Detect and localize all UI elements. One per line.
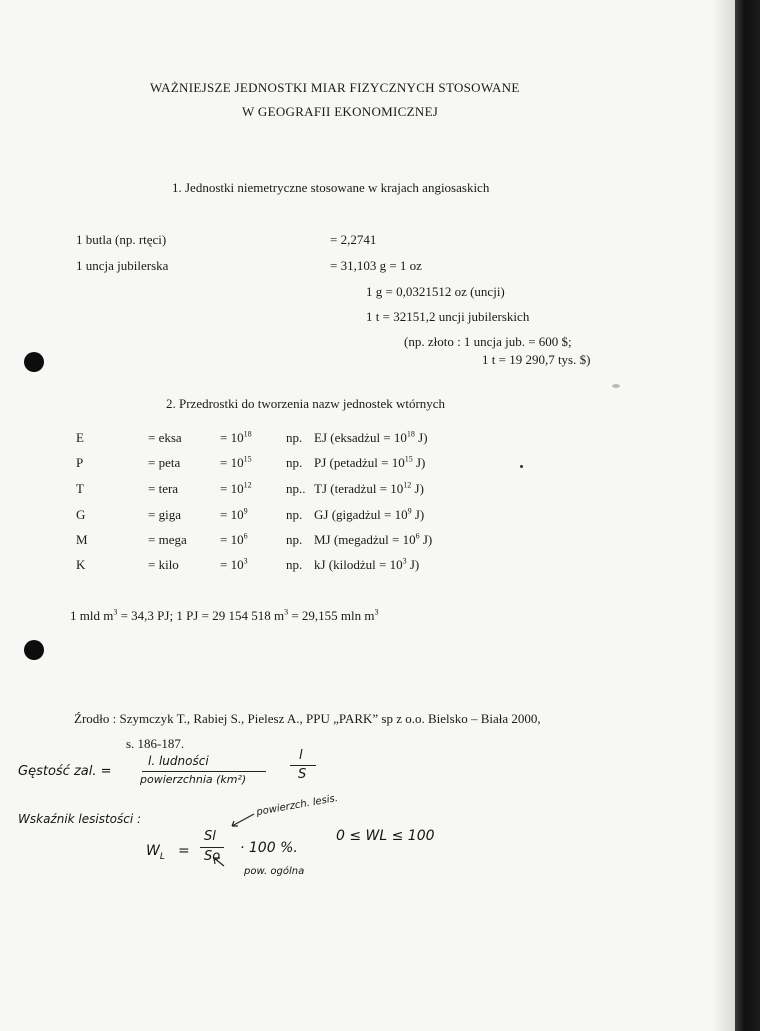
handwritten-density-short-denominator: S bbox=[298, 767, 307, 782]
prefix-name: = peta bbox=[148, 455, 181, 470]
source-citation: Źrodło : Szymczyk T., Rabiej S., Pielesz A., PPU „PARK” sp z o.o. Bielsko – Biała 2000, bbox=[74, 711, 541, 726]
row-label: 1 butla (np. rtęci) bbox=[76, 232, 167, 247]
prefix-np: np. bbox=[286, 430, 303, 445]
conversion-gram: 1 g = 0,0321512 oz (uncji) bbox=[366, 284, 505, 299]
binder-hole-bottom bbox=[24, 640, 44, 660]
example-gold-line2: 1 t = 19 290,7 tys. $) bbox=[482, 352, 591, 367]
row-value: = 2,2741 bbox=[330, 232, 377, 247]
prefix-power: = $10^6$ bbox=[220, 531, 248, 547]
prefix-power: = $10^3$ bbox=[220, 556, 248, 572]
page-edge-shadow bbox=[712, 0, 736, 1031]
prefix-symbol: M bbox=[76, 532, 88, 547]
handwritten-forest-equals: = bbox=[178, 843, 190, 859]
fraction-bar bbox=[142, 771, 266, 772]
prefix-name: = tera bbox=[148, 481, 179, 496]
prefix-example: EJ (eksadżul = $10^{18}$ J) bbox=[314, 429, 428, 445]
prefix-example: GJ (gigadżul = $10^9$ J) bbox=[314, 506, 425, 522]
document-title-line2: W GEOGRAFII EKONOMICZNEJ bbox=[242, 104, 439, 119]
prefix-symbol: T bbox=[76, 481, 84, 496]
scan-speck bbox=[612, 384, 620, 388]
handwritten-forest-lhs: $W_L$ bbox=[146, 843, 165, 862]
prefix-np: np. bbox=[286, 507, 303, 522]
handwritten-forest-label: Wskaźnik lesistości : bbox=[18, 812, 142, 826]
prefix-name: = mega bbox=[148, 532, 187, 547]
prefix-example: MJ (megadżul = $10^6$ J) bbox=[314, 531, 433, 547]
handwritten-forest-range: 0 ≤ WL ≤ 100 bbox=[336, 828, 435, 844]
handwritten-density-numerator: l. ludności bbox=[148, 754, 209, 768]
scanner-dark-edge bbox=[735, 0, 760, 1031]
scan-speck bbox=[520, 465, 523, 468]
handwritten-forest-note: powierzch. lesis. bbox=[255, 792, 339, 819]
handwritten-density-short-numerator: l bbox=[299, 748, 303, 763]
handwritten-density-label: Gęstość zal. = bbox=[18, 764, 112, 779]
prefix-power: = $10^{15}$ bbox=[220, 454, 252, 470]
prefix-example: TJ (teradżul = $10^{12}$ J) bbox=[314, 480, 424, 496]
handwritten-forest-numerator: Sl bbox=[204, 829, 216, 844]
prefix-power: = $10^9$ bbox=[220, 506, 248, 522]
prefix-name: = eksa bbox=[148, 430, 182, 445]
prefix-symbol: E bbox=[76, 430, 84, 445]
section1-heading: 1. Jednostki niemetryczne stosowane w krajach angiosaskich bbox=[172, 180, 490, 195]
prefix-name: = kilo bbox=[148, 557, 179, 572]
prefix-power: = $10^{18}$ bbox=[220, 429, 252, 445]
row-label: 1 uncja jubilerska bbox=[76, 258, 169, 273]
fraction-bar bbox=[200, 847, 224, 848]
document-title-line1: WAŻNIEJSZE JEDNOSTKI MIAR FIZYCZNYCH STOSOWANE bbox=[150, 80, 520, 95]
example-gold-line1: (np. złoto : 1 uncja jub. = 600 $; bbox=[404, 334, 572, 349]
prefix-symbol: P bbox=[76, 455, 84, 470]
prefix-symbol: K bbox=[76, 557, 86, 572]
handwritten-forest-tail: · 100 %. bbox=[240, 840, 298, 856]
prefix-power: = $10^{12}$ bbox=[220, 480, 252, 496]
prefix-np: np. bbox=[286, 557, 303, 572]
prefix-np: np. bbox=[286, 532, 303, 547]
row-value: = 31,103 g = 1 oz bbox=[330, 258, 422, 273]
energy-equation: 1 mld $m^3 = 34,3$ PJ; 1 PJ = 29 154 518 $m^3 = 29,155$ mln $m^3$ bbox=[70, 607, 379, 623]
section2-heading: 2. Przedrostki do tworzenia nazw jednostek wtórnych bbox=[166, 396, 446, 411]
prefix-example: kJ (kilodżul = $10^3$ J) bbox=[314, 556, 420, 572]
handwritten-density-denominator: powierzchnia (km²) bbox=[140, 773, 247, 786]
binder-hole-top bbox=[24, 352, 44, 372]
prefix-example: PJ (petadżul = $10^{15}$ J) bbox=[314, 454, 426, 470]
prefix-name: = giga bbox=[148, 507, 181, 522]
prefix-np: np. bbox=[286, 455, 303, 470]
prefix-np: np.. bbox=[286, 481, 306, 496]
prefix-symbol: G bbox=[76, 507, 86, 522]
fraction-bar bbox=[290, 765, 316, 766]
source-pages: s. 186-187. bbox=[126, 736, 185, 751]
handwritten-forest-denominator: So bbox=[204, 849, 221, 864]
conversion-ton: 1 t = 32151,2 uncji jubilerskich bbox=[366, 309, 530, 324]
handwritten-forest-note2: pow. ogólna bbox=[244, 866, 305, 877]
